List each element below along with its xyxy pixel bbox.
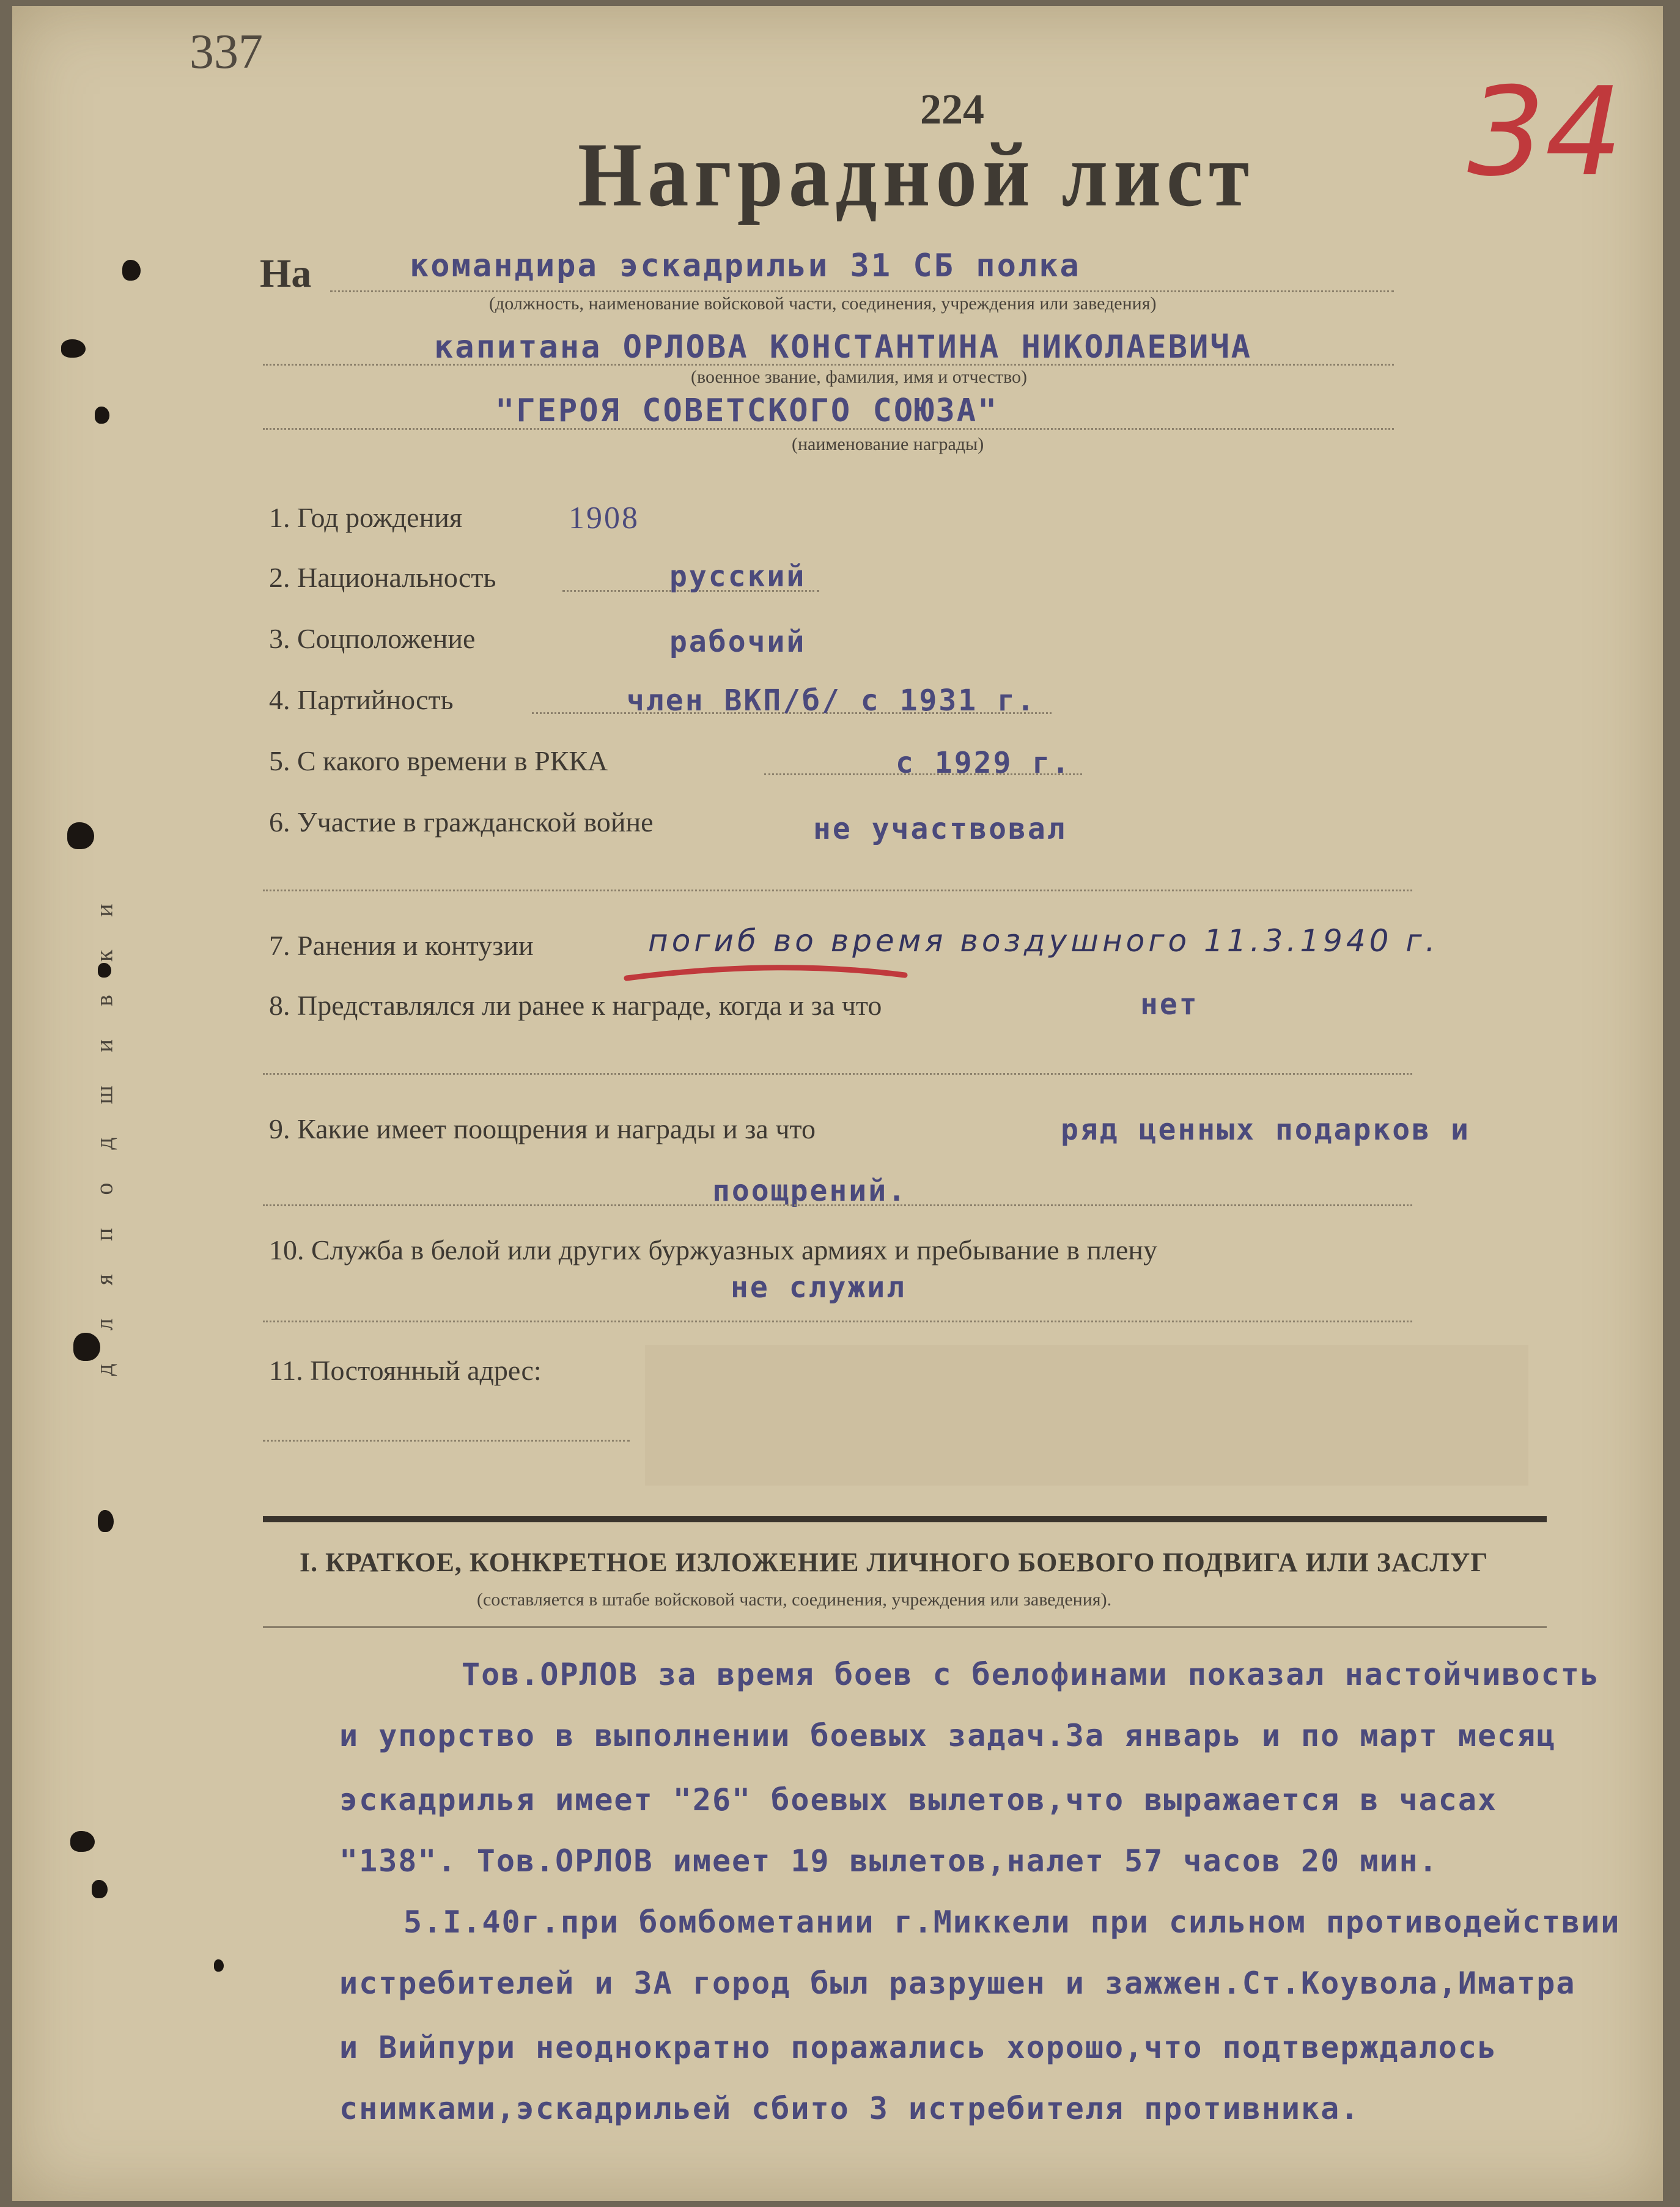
award-caption: (наименование награды) bbox=[792, 434, 984, 454]
to-label: На bbox=[260, 251, 312, 296]
rank-name-caption: (военное звание, фамилия, имя и отчество) bbox=[691, 367, 1028, 387]
field-value: член ВКП/б/ с 1931 г. bbox=[627, 683, 1036, 718]
narrative-line: и упорство в выполнении боевых задач.За январь и по март месяц bbox=[339, 1718, 1557, 1753]
field-label: 9. Какие имеет поощрения и награды и за что bbox=[269, 1113, 816, 1144]
field-value: нет bbox=[1140, 987, 1199, 1022]
field-value-continued: поощрений. bbox=[712, 1174, 907, 1208]
field-value: 1908 bbox=[569, 501, 639, 536]
field-value: русский bbox=[669, 559, 806, 594]
rank-name-value: капитана ОРЛОВА КОНСТАНТИНА НИКОЛАЕВИЧА bbox=[434, 329, 1252, 366]
field-label: 11. Постоянный адрес: bbox=[269, 1355, 542, 1386]
field-label: 2. Национальность bbox=[269, 562, 496, 593]
award-value: "ГЕРОЯ СОВЕТСКОГО СОЮЗА" bbox=[495, 392, 999, 429]
red-page-note: 34 bbox=[1467, 61, 1623, 204]
narrative-line: снимками,эскадрильей сбито 3 истребителя противника. bbox=[339, 2091, 1360, 2126]
field-label: 1. Год рождения bbox=[269, 502, 462, 533]
binding-hole bbox=[92, 1880, 108, 1898]
field-label: 6. Участие в гражданской войне bbox=[269, 806, 654, 838]
field-value: не участвовал bbox=[813, 812, 1067, 846]
position-caption: (должность, наименование войсковой части, соединения, учреждения или заведения) bbox=[489, 293, 1157, 314]
document-title: Наградной лист bbox=[578, 124, 1255, 226]
field-label: 4. Партийность bbox=[269, 684, 454, 715]
archive-number: 337 bbox=[190, 25, 263, 79]
field-value: с 1929 г. bbox=[896, 746, 1072, 780]
sheet-number: 224 bbox=[920, 86, 984, 133]
binding-hole bbox=[214, 1959, 224, 1972]
narrative-line: и Вийпури неоднократно поражались хорошо,что подтверждалось bbox=[339, 2030, 1498, 2065]
section-separator bbox=[263, 1516, 1547, 1522]
binding-hole bbox=[95, 407, 109, 424]
section-caption: (составляется в штабе войсковой части, соединения, учреждения или заведения). bbox=[477, 1590, 1112, 1610]
field-value-handwritten: погиб во время воздушного 11.3.1940 г. bbox=[648, 923, 1439, 959]
field-value: рабочий bbox=[669, 625, 806, 659]
field-label: 8. Представлялся ли ранее к награде, когда и за что bbox=[269, 990, 882, 1021]
narrative-line: 5.I.40г.при бомбометании г.Миккели при сильном противодействии bbox=[403, 1904, 1621, 1940]
position-value: командира эскадрильи 31 СБ полка bbox=[410, 248, 1081, 284]
narrative-line: эскадрилья имеет "26" боевых вылетов,что выражается в часах bbox=[339, 1782, 1498, 1818]
side-binding-label: д л я п о д ш и в к и bbox=[90, 890, 118, 1376]
binding-hole bbox=[61, 339, 86, 358]
narrative-line: истребителей и ЗА город был разрушен и зажжен.Ст.Коувола,Иматра bbox=[339, 1966, 1576, 2001]
section-title: I. КРАТКОЕ, КОНКРЕТНОЕ ИЗЛОЖЕНИЕ ЛИЧНОГО БОЕВОГО ПОДВИГА ИЛИ ЗАСЛУГ bbox=[300, 1547, 1489, 1577]
field-label: 10. Служба в белой или других буржуазных армиях и пребывание в плену bbox=[269, 1234, 1158, 1266]
field-label: 5. С какого времени в РККА bbox=[269, 745, 608, 776]
field-value: не служил bbox=[731, 1270, 907, 1305]
binding-hole bbox=[122, 260, 141, 281]
red-underline bbox=[624, 951, 911, 987]
field-value: ряд ценных подарков и bbox=[1061, 1113, 1470, 1147]
award-sheet bbox=[12, 6, 1663, 2201]
field-label: 3. Соцположение bbox=[269, 623, 476, 654]
binding-hole bbox=[70, 1831, 95, 1852]
address-redaction bbox=[645, 1345, 1528, 1486]
field-label: 7. Ранения и контузии bbox=[269, 930, 534, 961]
narrative-line: "138". Тов.ОРЛОВ имеет 19 вылетов,налет 57 часов 20 мин. bbox=[339, 1843, 1439, 1879]
narrative-line: Тов.ОРЛОВ за время боев с белофинами показал настойчивость bbox=[462, 1657, 1600, 1692]
